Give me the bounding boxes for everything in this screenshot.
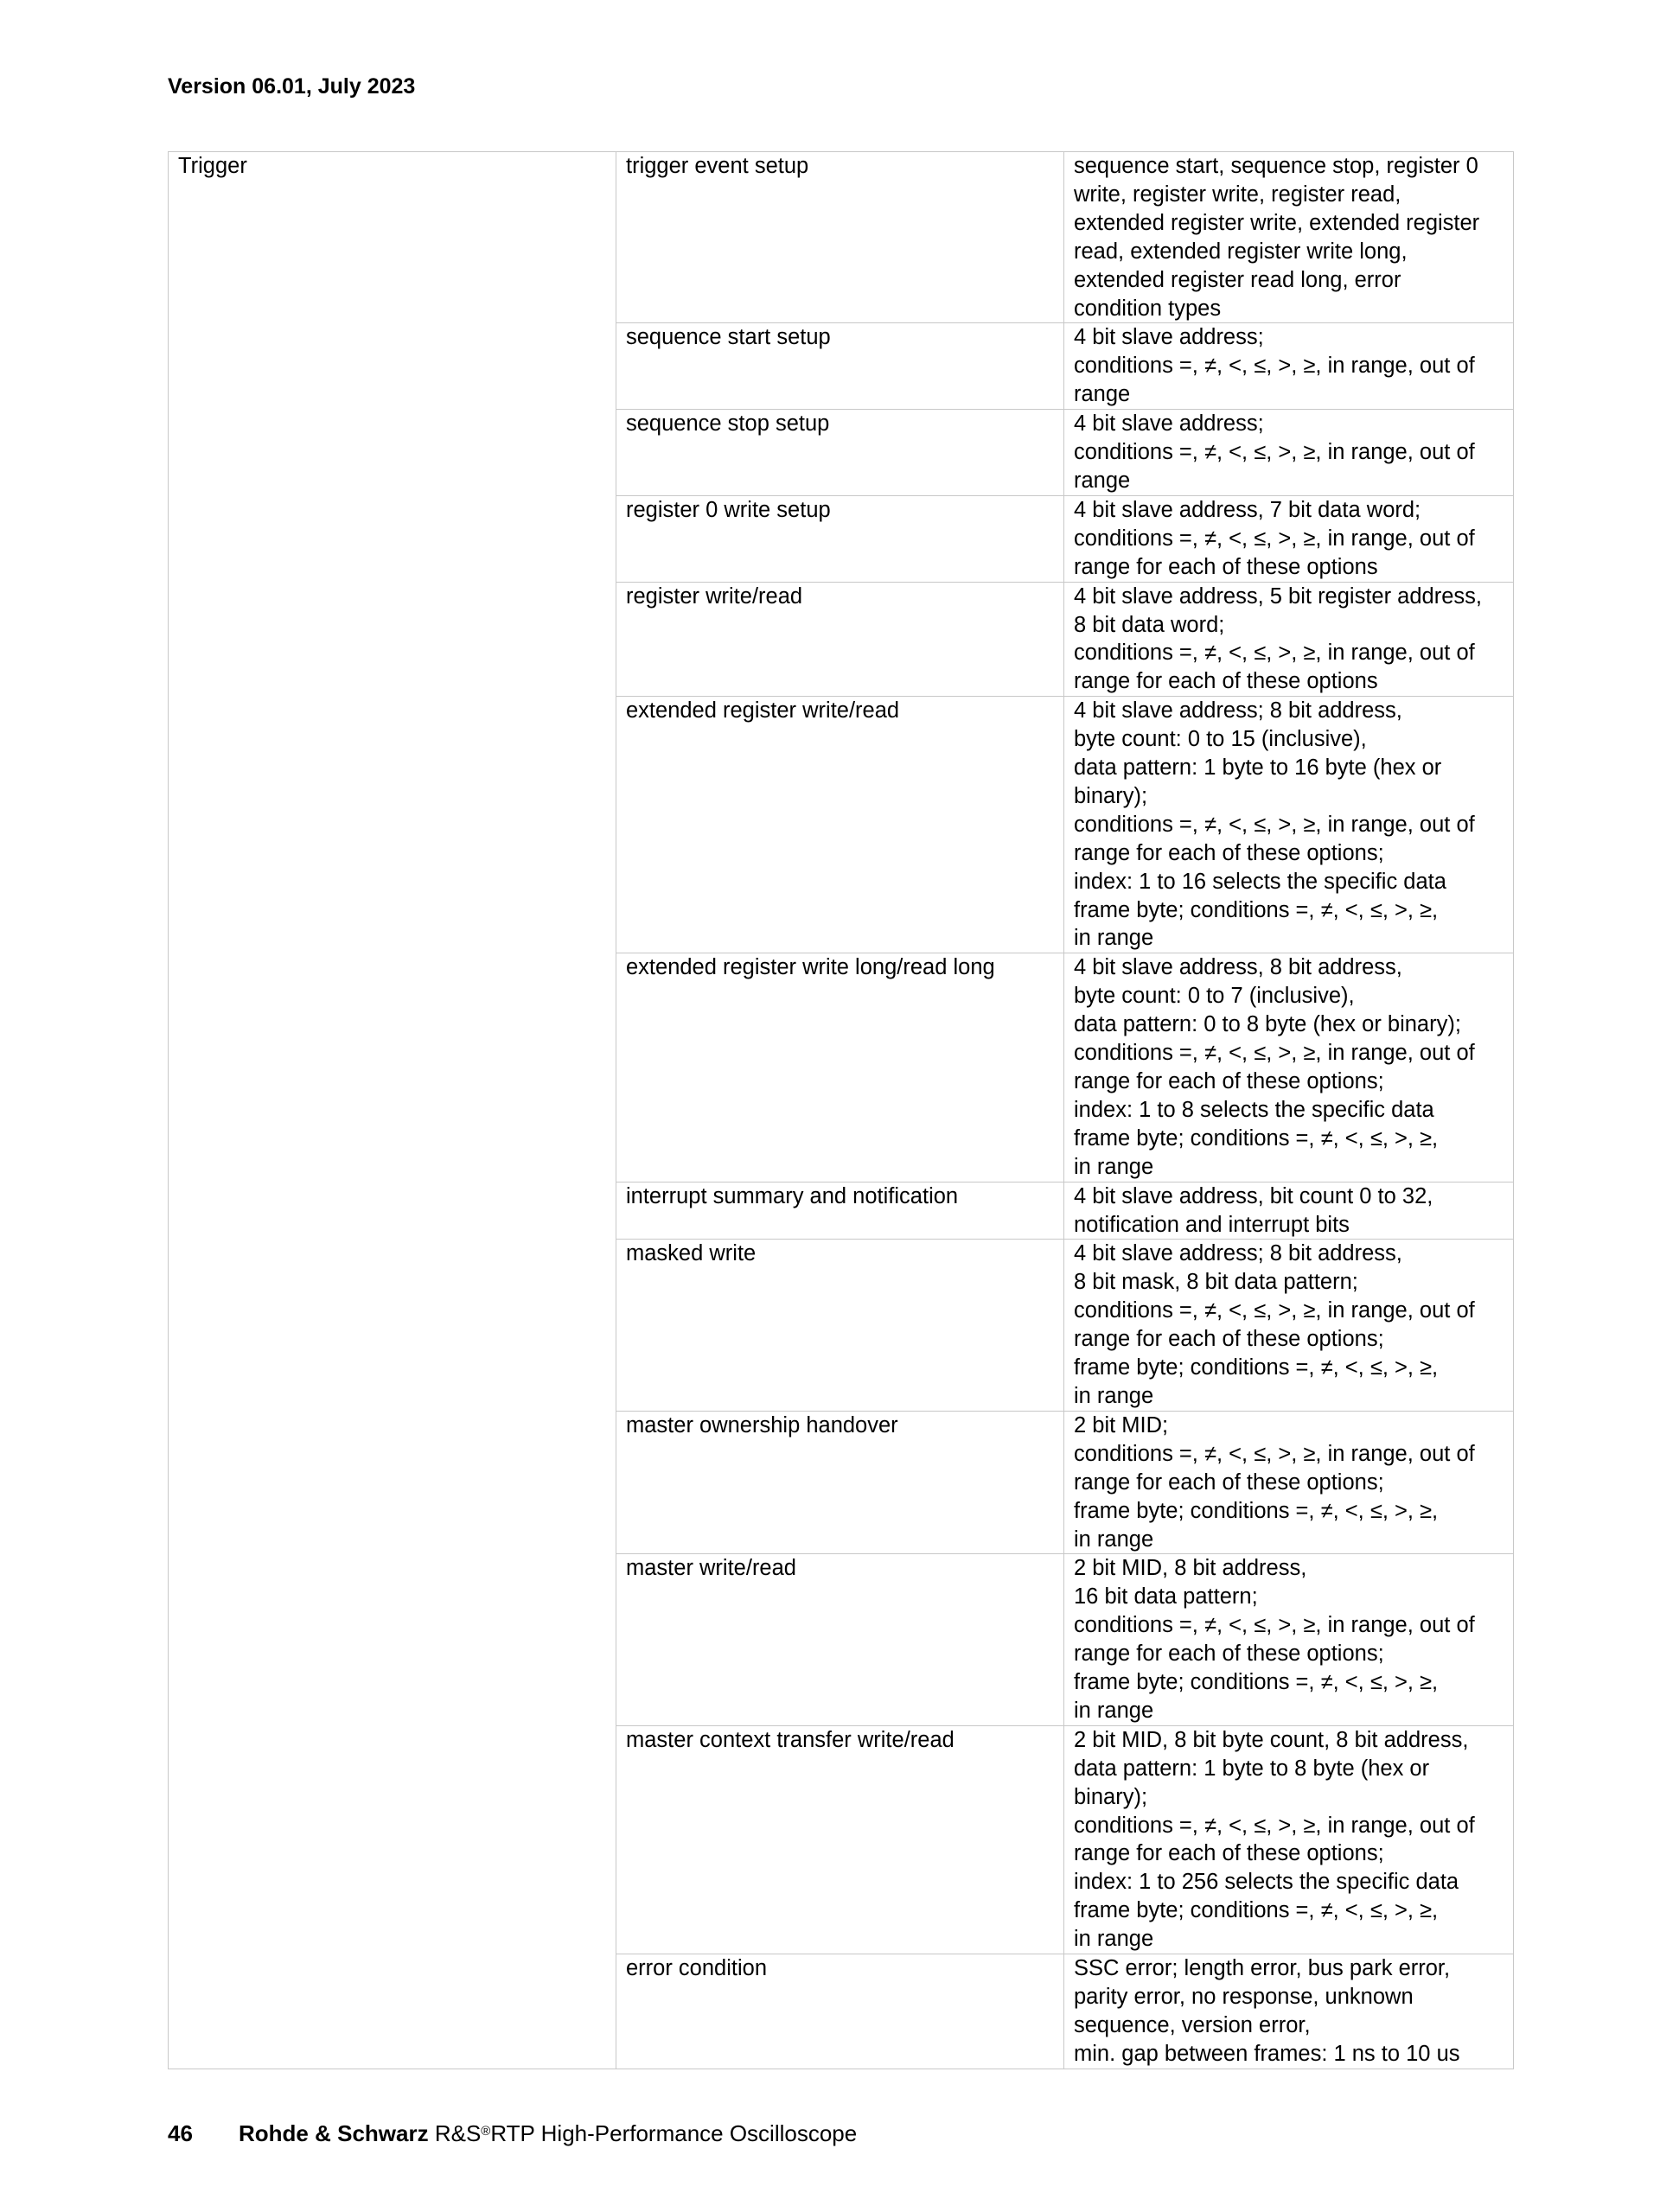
details-cell: 4 bit slave address, 8 bit address, byte count: 0 to 7 (inclusive), data pattern: 0 to 8 byte (hex or binary); conditions =, ≠, <, ≤, >, ≥, in range, out of range for each of these options; index: 1 to 8 selects the specific data frame byte; conditions =, ≠, <, ≤, >, ≥, in range: [1064, 953, 1514, 1182]
feature-cell: master ownership handover: [616, 1411, 1064, 1554]
details-cell: 4 bit slave address; 8 bit address, 8 bit mask, 8 bit data pattern; conditions =, ≠, <, ≤, >, ≥, in range, out of range for each of these options; frame byte; conditions =, ≠, <, ≤, >, ≥, in range: [1064, 1240, 1514, 1411]
brand-name: Rohde & Schwarz: [239, 2120, 429, 2146]
details-cell: 4 bit slave address, 5 bit register address, 8 bit data word; conditions =, ≠, <, ≤, >, ≥, in range, out of range for each of these options: [1064, 582, 1514, 697]
details-cell: SSC error; length error, bus park error, parity error, no response, unknown sequence, version error, min. gap between frames: 1 ns to 10 us: [1064, 1954, 1514, 2069]
feature-cell: register write/read: [616, 582, 1064, 697]
details-cell: 4 bit slave address, 7 bit data word; conditions =, ≠, <, ≤, >, ≥, in range, out of range for each of these options: [1064, 495, 1514, 582]
feature-cell: master write/read: [616, 1554, 1064, 1725]
details-cell: 2 bit MID, 8 bit address, 16 bit data pattern; conditions =, ≠, <, ≤, >, ≥, in range, out of range for each of these options; frame byte; conditions =, ≠, <, ≤, >, ≥, in range: [1064, 1554, 1514, 1725]
feature-cell: error condition: [616, 1954, 1064, 2069]
category-cell: Trigger: [169, 152, 616, 2069]
details-cell: 2 bit MID; conditions =, ≠, <, ≤, >, ≥, in range, out of range for each of these options; frame byte; conditions =, ≠, <, ≤, >, ≥, in range: [1064, 1411, 1514, 1554]
product-name: RTP High-Performance Oscilloscope: [490, 2120, 858, 2146]
registered-mark: ®: [481, 2124, 491, 2139]
details-cell: 2 bit MID, 8 bit byte count, 8 bit address, data pattern: 1 byte to 8 byte (hex or binary); conditions =, ≠, <, ≤, >, ≥, in range, out of range for each of these options; index: 1 to 256 selects the specific data frame byte; conditions =, ≠, <, ≤, >, ≥, in range: [1064, 1725, 1514, 1954]
details-cell: 4 bit slave address; conditions =, ≠, <, ≤, >, ≥, in range, out of range: [1064, 410, 1514, 496]
feature-cell: register 0 write setup: [616, 495, 1064, 582]
feature-cell: sequence stop setup: [616, 410, 1064, 496]
page-footer: [168, 2119, 857, 2148]
feature-cell: masked write: [616, 1240, 1064, 1411]
details-cell: 4 bit slave address; conditions =, ≠, <, ≤, >, ≥, in range, out of range: [1064, 323, 1514, 410]
feature-cell: extended register write/read: [616, 697, 1064, 953]
feature-cell: extended register write long/read long: [616, 953, 1064, 1182]
feature-cell: sequence start setup: [616, 323, 1064, 410]
page-number: 46: [168, 2120, 193, 2146]
details-cell: sequence start, sequence stop, register 0 write, register write, register read, extended register write, extended register read, extended register write long, extended register read long, error condition types: [1064, 152, 1514, 323]
feature-cell: master context transfer write/read: [616, 1725, 1064, 1954]
feature-cell: trigger event setup: [616, 152, 1064, 323]
feature-cell: interrupt summary and notification: [616, 1182, 1064, 1240]
details-cell: 4 bit slave address; 8 bit address, byte count: 0 to 15 (inclusive), data pattern: 1 byte to 16 byte (hex or binary); conditions =, ≠, <, ≤, >, ≥, in range, out of range for each of these options; index: 1 to 16 selects the specific data frame byte; conditions =, ≠, <, ≤, >, ≥, in range: [1064, 697, 1514, 953]
details-cell: 4 bit slave address, bit count 0 to 32, notification and interrupt bits: [1064, 1182, 1514, 1240]
trigger-spec-table: [168, 151, 1514, 2069]
table-row: [169, 152, 1514, 323]
document-version: Version 06.01, July 2023: [168, 74, 416, 99]
product-prefix: R&S: [434, 2120, 482, 2146]
